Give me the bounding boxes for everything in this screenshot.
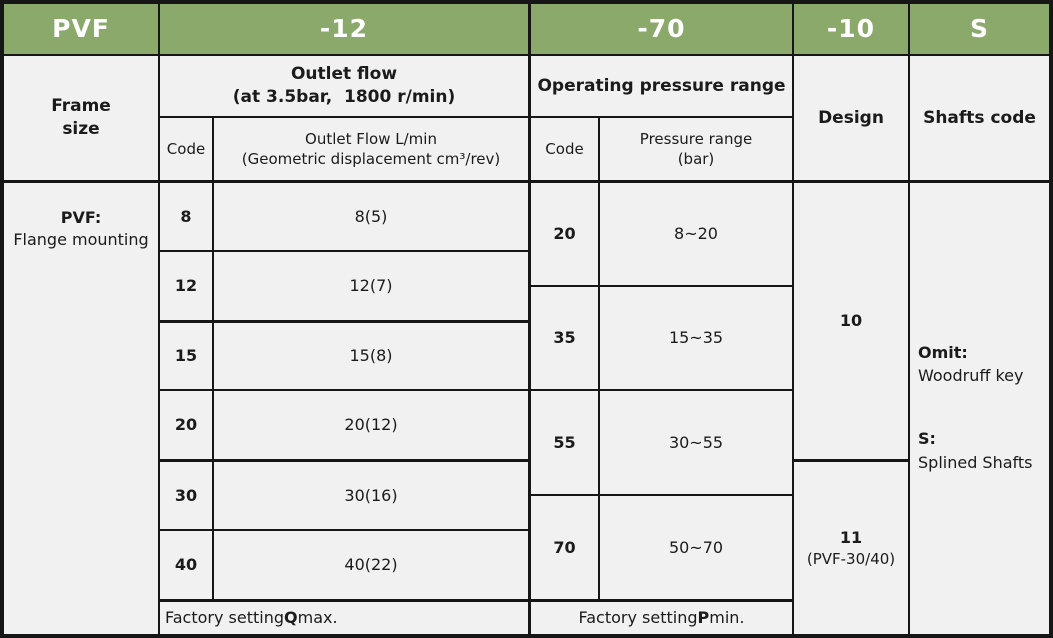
pressure-code-70: 70 bbox=[530, 496, 598, 599]
pressure-value-35: 15~35 bbox=[600, 287, 792, 390]
factory-q-bold: Q bbox=[284, 607, 298, 627]
outlet-flow-conditions: (at 3.5bar, 1800 r/min) bbox=[232, 87, 456, 107]
factory-p-bold: P bbox=[697, 607, 710, 627]
pressure-range-line: Pressure range bbox=[639, 129, 753, 148]
pressure-description-header bbox=[600, 118, 792, 180]
model-code-frame: PVF bbox=[4, 4, 158, 54]
factory-setting-p bbox=[530, 601, 792, 634]
shafts-options-cell bbox=[910, 182, 1049, 634]
flow-value-20: 20(12) bbox=[214, 391, 528, 459]
model-code-design: -10 bbox=[794, 4, 908, 54]
pressure-code-column-header: Code bbox=[530, 118, 598, 180]
frame-size-line1: Frame bbox=[51, 96, 111, 117]
shafts-option-s bbox=[918, 427, 1033, 473]
shafts-option-omit bbox=[918, 341, 1023, 387]
pressure-value-20: 8~20 bbox=[600, 182, 792, 285]
pressure-unit-line: (bar) bbox=[677, 150, 715, 168]
shafts-s-code: S: bbox=[918, 429, 936, 449]
shafts-code-header: Shafts code bbox=[910, 56, 1049, 180]
flow-displacement-line: (Geometric displacement cm³/rev) bbox=[241, 150, 501, 168]
outlet-flow-title: Outlet flow bbox=[290, 64, 398, 85]
flow-code-40: 40 bbox=[160, 531, 212, 599]
flow-code-20: 20 bbox=[160, 391, 212, 459]
design-11-code: 11 bbox=[839, 527, 863, 547]
shafts-omit-code: Omit: bbox=[918, 343, 968, 362]
flow-value-12: 12(7) bbox=[214, 252, 528, 320]
frame-size-line2: size bbox=[62, 119, 100, 139]
model-code-shafts: S bbox=[910, 4, 1049, 54]
design-11-note: (PVF-30/40) bbox=[806, 549, 896, 568]
pressure-code-20: 20 bbox=[530, 182, 598, 285]
shafts-omit-label: Woodruff key bbox=[918, 366, 1024, 386]
factory-p-pre: Factory setting bbox=[578, 607, 698, 627]
flow-value-8: 8(5) bbox=[214, 182, 528, 250]
factory-p-post: min. bbox=[709, 607, 745, 627]
pressure-code-55: 55 bbox=[530, 391, 598, 494]
design-option-10: 10 bbox=[794, 182, 908, 459]
design-option-11 bbox=[794, 461, 908, 634]
factory-setting-q bbox=[160, 601, 528, 634]
design-header: Design bbox=[794, 56, 908, 180]
shafts-s-label: Splined Shafts bbox=[918, 452, 1033, 472]
pressure-range-header: Operating pressure range bbox=[530, 56, 792, 116]
factory-q-post: max. bbox=[297, 607, 338, 627]
flow-code-8: 8 bbox=[160, 182, 212, 250]
flow-code-12: 12 bbox=[160, 252, 212, 320]
flow-unit-line: Outlet Flow L/min bbox=[305, 129, 437, 148]
flow-code-30: 30 bbox=[160, 461, 212, 529]
flow-code-15: 15 bbox=[160, 322, 212, 390]
frame-mounting-code: PVF: bbox=[60, 208, 102, 227]
outlet-flow-header bbox=[160, 56, 528, 116]
pressure-value-70: 50~70 bbox=[600, 496, 792, 599]
frame-mounting-cell bbox=[4, 182, 158, 634]
factory-q-pre: Factory setting bbox=[165, 607, 284, 627]
flow-value-40: 40(22) bbox=[214, 531, 528, 599]
flow-code-column-header: Code bbox=[160, 118, 212, 180]
frame-mounting-label: Flange mounting bbox=[13, 229, 149, 249]
model-code-pressure: -70 bbox=[530, 4, 792, 54]
frame-size-header bbox=[4, 56, 158, 180]
flow-value-30: 30(16) bbox=[214, 461, 528, 529]
flow-value-15: 15(8) bbox=[214, 322, 528, 390]
pressure-code-35: 35 bbox=[530, 287, 598, 390]
model-code-flow: -12 bbox=[160, 4, 528, 54]
pressure-value-55: 30~55 bbox=[600, 391, 792, 494]
flow-description-header bbox=[214, 118, 528, 180]
